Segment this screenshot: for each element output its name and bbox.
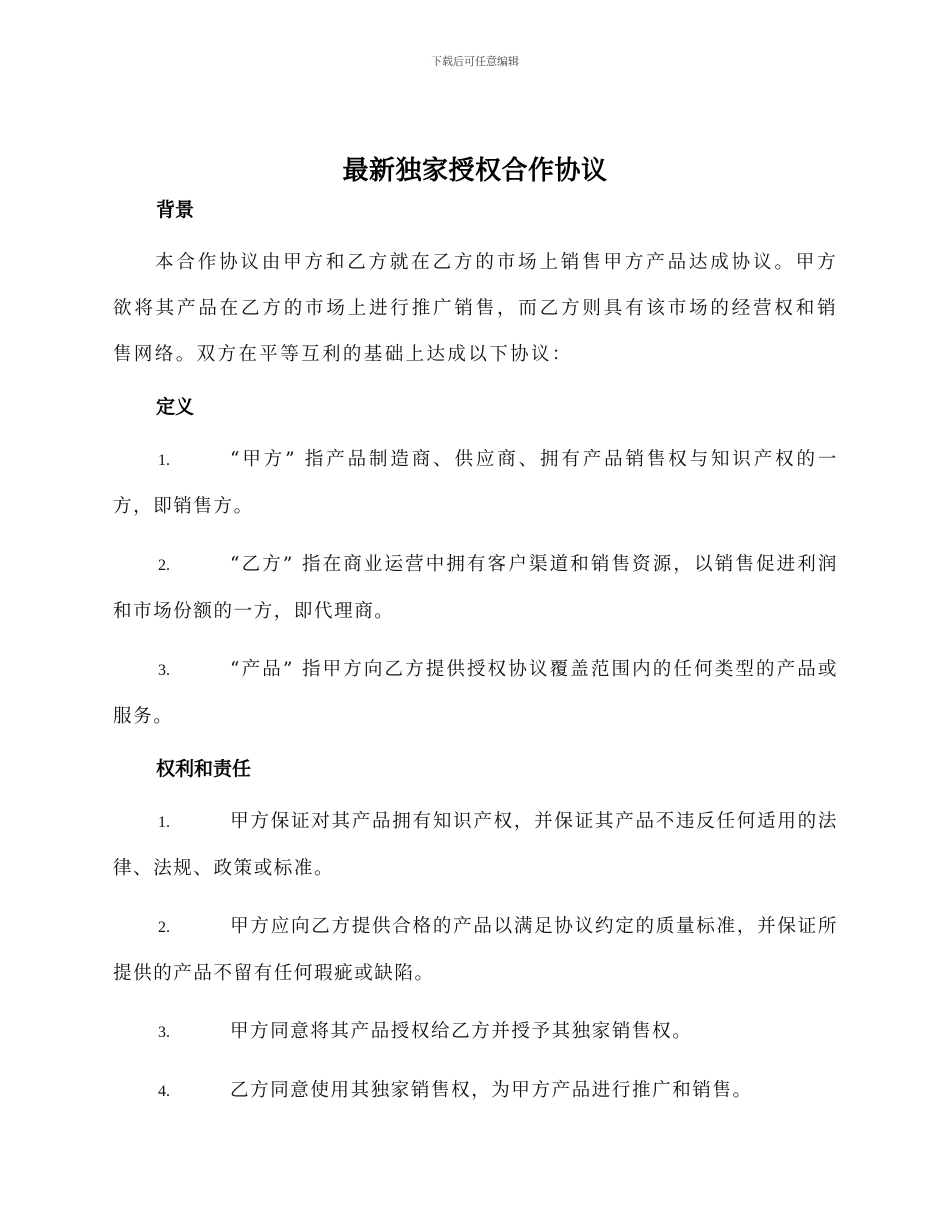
document-body xyxy=(113,193,838,1115)
item-number: 2. xyxy=(158,919,170,936)
item-number: 1. xyxy=(158,452,170,469)
item-text: 甲方同意将其产品授权给乙方并授予其独家销售权。 xyxy=(230,1021,693,1042)
background-paragraph: 本合作协议由甲方和乙方就在乙方的市场上销售甲方产品达成协议。甲方欲将其产品在乙方的市场上进行推广销售，而乙方则具有该市场的经营权和销售网络。双方在平等互利的基础上达成以下协议： xyxy=(113,252,838,365)
item-text: 甲方应向乙方提供合格的产品以满足协议约定的质量标准，并保证所提供的产品不留有任何瑕疵或缺陷。 xyxy=(113,916,838,984)
definition-item xyxy=(113,542,838,635)
rights-item xyxy=(113,904,838,997)
item-text: “乙方” 指在商业运营中拥有客户渠道和销售资源，以销售促进利润和市场份额的一方，即代理商。 xyxy=(113,554,838,622)
item-number: 4. xyxy=(158,1083,170,1100)
item-text: 乙方同意使用其独家销售权，为甲方产品进行推广和销售。 xyxy=(230,1080,753,1101)
item-number: 3. xyxy=(158,1024,170,1041)
section-heading-background: 背景 xyxy=(156,199,195,221)
section-heading-definitions: 定义 xyxy=(156,396,195,418)
item-text: “甲方” 指产品制造商、供应商、拥有产品销售权与知识产权的一方，即销售方。 xyxy=(113,449,838,517)
item-number: 3. xyxy=(158,662,170,679)
document-title: 最新独家授权合作协议 xyxy=(342,156,608,186)
header-note: 下载后可任意编辑 xyxy=(431,55,519,68)
item-text: 甲方保证对其产品拥有知识产权，并保证其产品不违反任何适用的法律、法规、政策或标准。 xyxy=(113,811,838,879)
item-number: 1. xyxy=(158,814,170,831)
definition-item xyxy=(113,647,838,740)
section-heading-rights: 权利和责任 xyxy=(156,758,252,780)
item-text: “产品” 指甲方向乙方提供授权协议覆盖范围内的任何类型的产品或服务。 xyxy=(113,659,838,727)
rights-item xyxy=(113,799,838,892)
rights-item xyxy=(113,1068,838,1115)
rights-item xyxy=(113,1009,838,1056)
item-number: 2. xyxy=(158,557,170,574)
definition-item xyxy=(113,437,838,530)
